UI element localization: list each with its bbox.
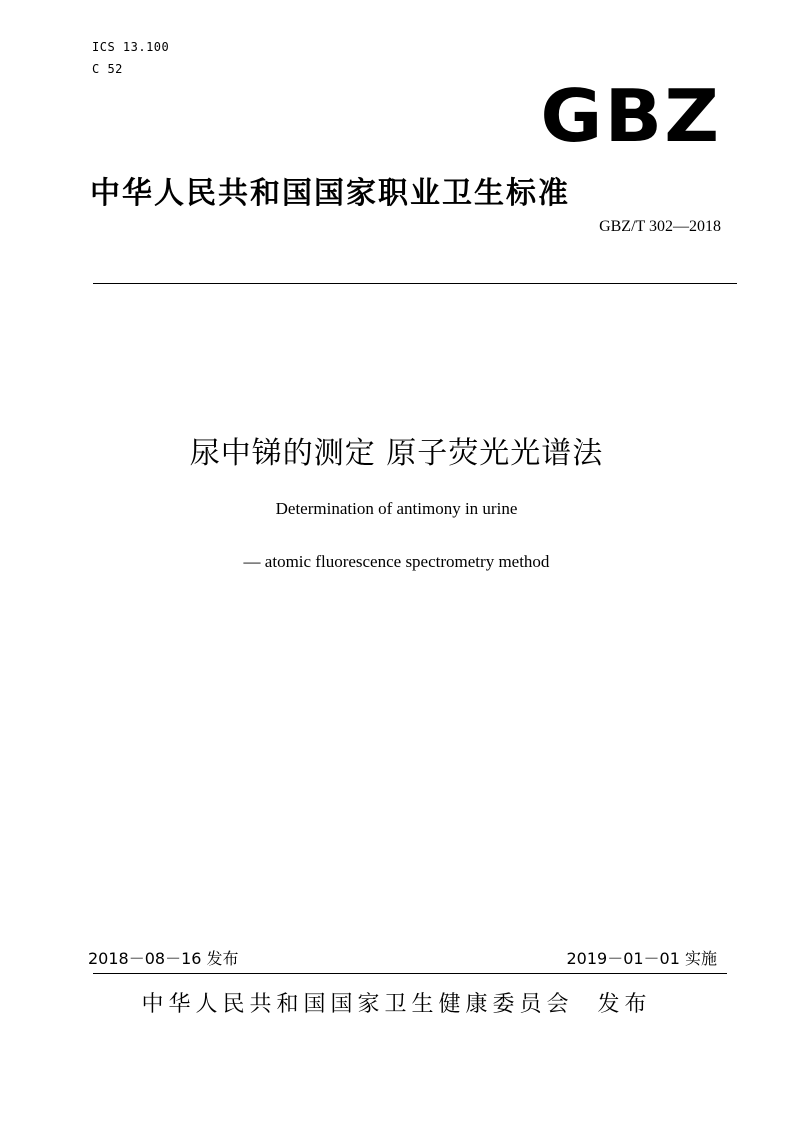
gbz-logo: GBZ [540, 74, 721, 158]
ccs-code: C 52 [92, 62, 123, 76]
standard-number: GBZ/T 302—2018 [599, 218, 721, 235]
ics-code: ICS 13.100 [92, 40, 170, 54]
bottom-divider [93, 973, 727, 974]
issue-date: 2018－08－16 发布 [88, 949, 239, 968]
effective-date: 2019－01－01 实施 [566, 949, 717, 968]
document-title-english: Determination of antimony in urine [275, 499, 518, 518]
document-title-chinese: 尿中锑的测定 原子荧光光谱法 [189, 436, 604, 471]
issuing-authority: 中华人民共和国国家卫生健康委员会 发布 [141, 992, 652, 1017]
standard-type-heading: 中华人民共和国国家职业卫生标准 [90, 176, 570, 211]
document-subtitle-english: — atomic fluorescence spectrometry method [243, 552, 550, 571]
top-divider [93, 283, 737, 284]
